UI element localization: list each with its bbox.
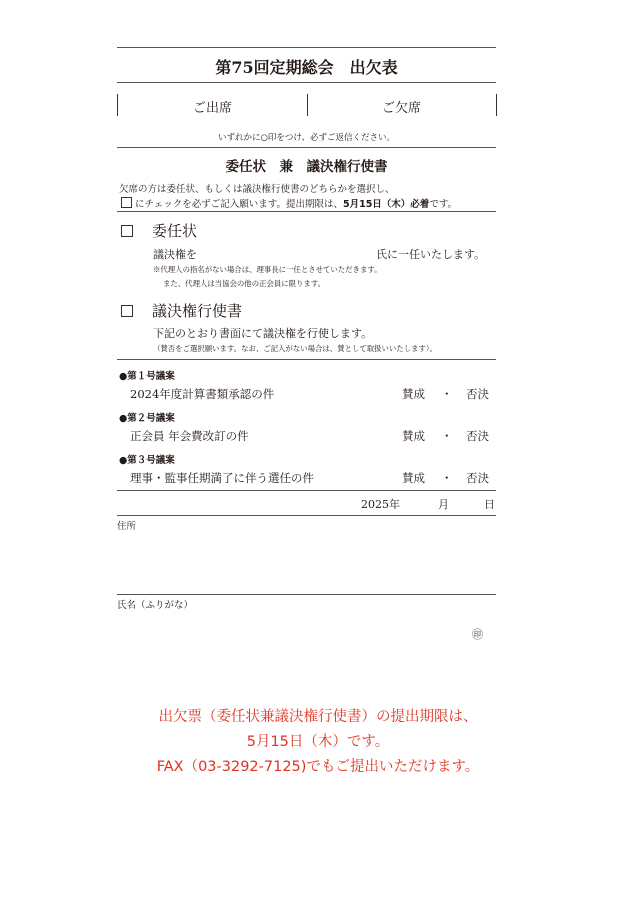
proxy-checkbox[interactable] — [121, 225, 133, 237]
proxy-intro-line1: 欠席の方は委任状、もしくは議決権行使書のどちらかを選択し、 — [119, 184, 395, 195]
vote-checkbox[interactable] — [121, 305, 133, 317]
page-title: 第75回定期総会 出欠表 — [215, 58, 398, 77]
proxy-note-2: また、代理人は当協会の他の正会員に限ります。 — [163, 279, 326, 288]
proxy-note-1: ※代理人の指名がない場合は、理事長に一任とさせていただきます。 — [153, 265, 382, 274]
date-day[interactable]: 日 — [484, 498, 495, 511]
intro-text-end: です。 — [429, 199, 458, 210]
date-year[interactable]: 2025年 — [361, 498, 400, 511]
circle-instruction: いずれかに○印をつけ、必ずご返信ください。 — [217, 133, 396, 143]
agenda-text-1: 2024年度計算書類承認の件 — [130, 387, 275, 401]
date-rule — [117, 490, 496, 491]
attend-option[interactable]: ご出席 — [192, 101, 232, 116]
agenda-sep-3: ・ — [441, 471, 453, 485]
vote-option-title: 議決権行使書 — [152, 302, 243, 320]
notice-line-1: 出欠票（委任状兼議決権行使書）の提出期限は、 — [158, 709, 478, 725]
sample-checkbox — [121, 197, 132, 208]
notice-line-2: 5月15日（木）です。 — [246, 734, 390, 750]
divider-right — [496, 94, 497, 116]
proxy-name-field[interactable] — [210, 244, 370, 260]
top-rule — [117, 47, 496, 48]
agenda-yes-2[interactable]: 賛成 — [402, 429, 425, 443]
section-rule — [117, 147, 496, 148]
proxy-option-title: 委任状 — [152, 222, 198, 240]
agenda-sep-1: ・ — [441, 387, 453, 401]
agenda-sep-2: ・ — [441, 429, 453, 443]
agenda-label-1: ●第１号議案 — [119, 371, 175, 382]
agenda-yes-3[interactable]: 賛成 — [402, 471, 425, 485]
address-label: 住所 — [117, 521, 137, 532]
intro-rule — [117, 211, 496, 212]
agenda-yes-1[interactable]: 賛成 — [402, 387, 425, 401]
address-field[interactable] — [117, 534, 496, 589]
agenda-text-3: 理事・監事任期満了に伴う選任の件 — [130, 471, 314, 485]
vote-option-line: 下記のとおり書面にて議決権を行使します。 — [153, 327, 373, 340]
agenda-text-2: 正会員 年会費改訂の件 — [130, 429, 249, 443]
agenda-label-2: ●第２号議案 — [119, 413, 175, 424]
date-month[interactable]: 月 — [438, 498, 449, 511]
absent-option[interactable]: ご欠席 — [381, 101, 421, 116]
vote-option-note: （賛否をご選択願います。なお、ご記入がない場合は、賛として取扱いいたします）。 — [153, 344, 437, 353]
agenda-label-3: ●第３号議案 — [119, 455, 175, 466]
proxy-line-right: 氏に一任いたします。 — [376, 248, 486, 261]
title-rule — [117, 82, 496, 83]
proxy-intro-line2 — [135, 196, 457, 210]
intro-text: にチェックを必ずご記入願います。提出期限は、 — [135, 199, 343, 210]
proxy-heading: 委任状 兼 議決権行使書 — [225, 159, 388, 175]
address-rule-bottom — [117, 594, 496, 595]
address-rule-top — [117, 515, 496, 516]
name-field[interactable] — [117, 613, 467, 643]
proxy-line-left: 議決権を — [153, 248, 197, 261]
agenda-no-3[interactable]: 否決 — [466, 471, 489, 485]
seal-mark: ㊞ — [472, 628, 483, 641]
deadline-emphasis: 5月15日（木）必着 — [342, 199, 430, 210]
notice-line-3: FAX（03-3292-7125)でもご提出いただけます。 — [156, 759, 480, 775]
name-label: 氏名（ふりがな） — [117, 600, 194, 611]
agenda-no-1[interactable]: 否決 — [466, 387, 489, 401]
agenda-rule — [117, 359, 496, 360]
agenda-no-2[interactable]: 否決 — [466, 429, 489, 443]
